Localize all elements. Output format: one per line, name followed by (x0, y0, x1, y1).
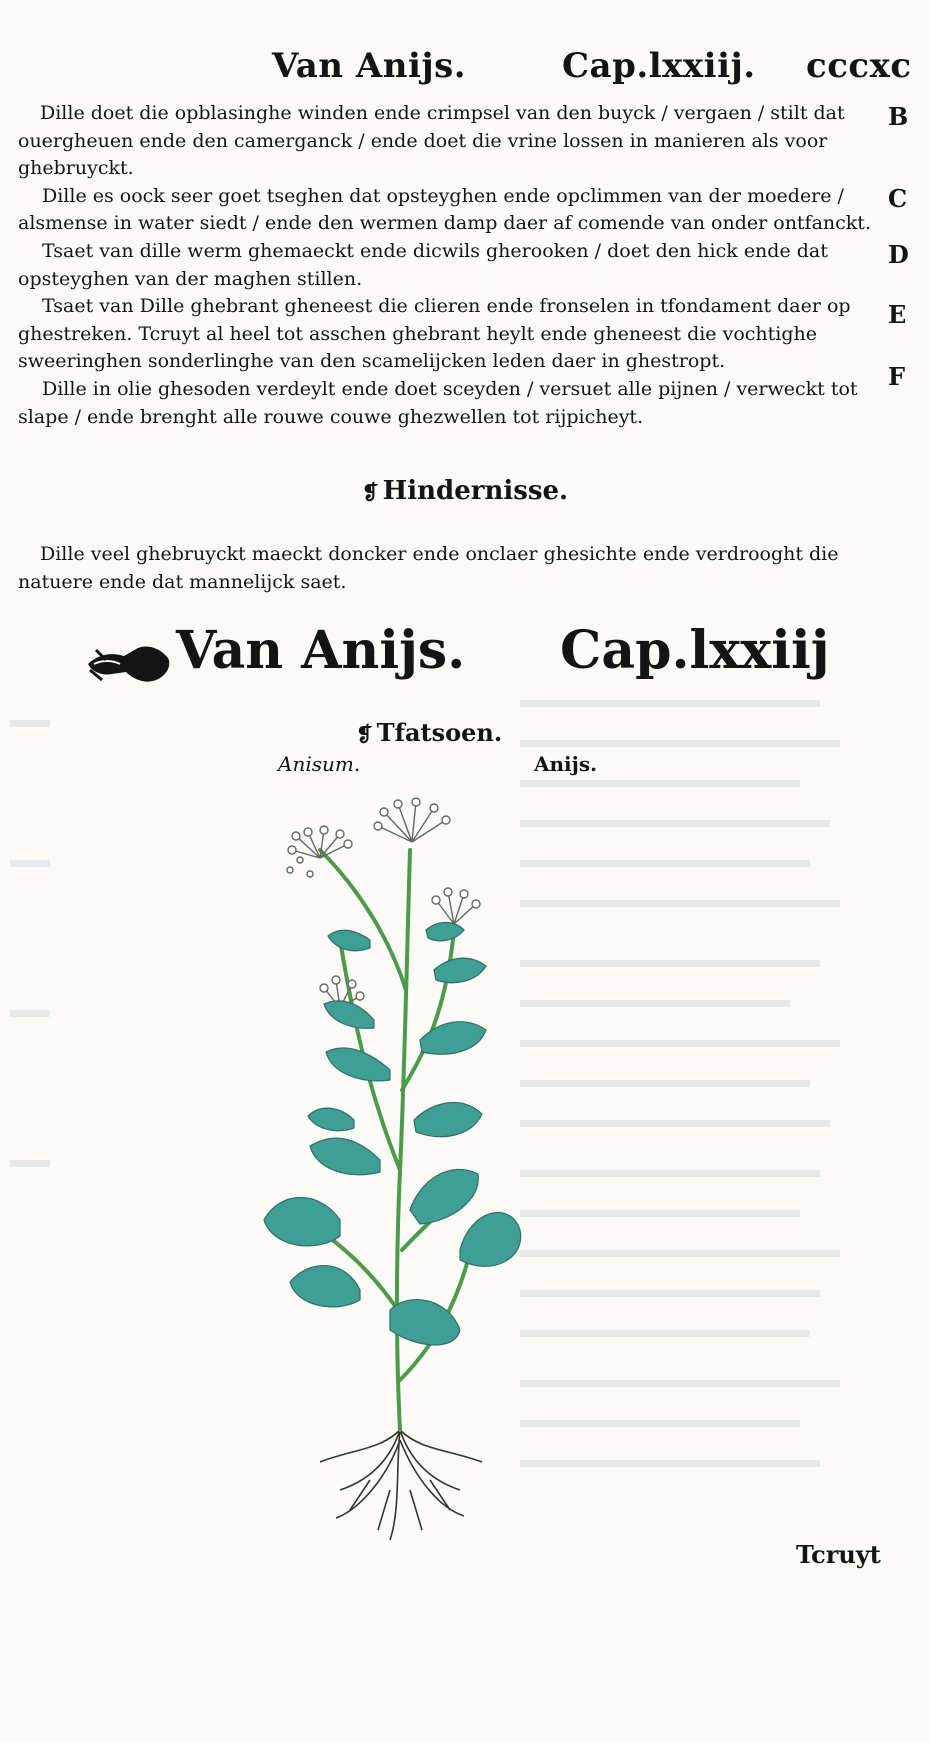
hindernisse-text (18, 540, 888, 596)
paragraph-mark-icon: ❡ (361, 480, 379, 504)
fatsoen-heading (356, 718, 502, 747)
body-text (18, 100, 888, 431)
paragraph: Tsaet van dille werm ghemaeckt ende dicwils gherooken / doet den hick ende dat opsteyghen van der maghen stillen. (18, 239, 828, 290)
paragraph: Dille veel ghebruyckt maeckt doncker ende onclaer ghesichte ende verdrooght die natuere ende dat mannelijck saet. (18, 543, 839, 593)
paragraph: Dille in olie ghesoden verdeylt ende doet sceyden / versuet alle pijnen / verweckt tot slape / ende brenght alle rouwe couwe ghezwellen tot rijpicheyt. (18, 377, 858, 428)
running-head (0, 46, 930, 96)
catchword: Tcruyt (796, 1540, 881, 1569)
hand-fleuron-icon (86, 640, 172, 686)
anise-plant-illustration (250, 790, 550, 1550)
roots (320, 1430, 482, 1540)
paragraph: Dille es oock seer goet tseghen dat opsteyghen ende opclimmen van der moedere / alsmense in water siedt / ende den wermen damp daer af comende van onder ontfanckt. (18, 184, 871, 235)
paragraph-mark-icon: ❡ (356, 722, 373, 746)
hindernisse-heading-text: Hindernisse. (382, 476, 569, 506)
margin-letter: D (888, 240, 909, 269)
running-head-chapter: Cap.lxxiij. (562, 46, 756, 86)
chapter-title-text: Van Anijs. (176, 620, 466, 681)
margin-letter: E (888, 300, 907, 329)
leaves (264, 923, 521, 1346)
paragraph: Dille doet die opblasinghe winden ende crimpsel van den buyck / vergaen / stilt dat ouergheuen ende den camerganck / ende doet die vrine lossen in manieren als voor ghebruyckt. (18, 102, 845, 180)
latin-plant-name: Anisum. (278, 752, 361, 776)
margin-letter: C (888, 184, 908, 213)
margin-letter: F (888, 362, 906, 391)
fatsoen-heading-text: Tfatsoen. (376, 718, 503, 747)
hindernisse-heading (0, 476, 930, 506)
running-head-title: Van Anijs. (272, 46, 467, 86)
chapter-number: Cap.lxxiij (560, 620, 830, 681)
margin-letter: B (888, 102, 909, 131)
paragraph: Tsaet van Dille ghebrant gheneest die clieren ende fronselen in tfondament daer op ghestreken. Tcruyt al heel tot asschen ghebrant heylt ende gheneest die vochtighe sweeringhen sonderlinghe van den scamelijcken leden daer in ghestropt. (18, 295, 851, 373)
chapter-title (0, 620, 930, 690)
folio-number: cccxc (806, 46, 912, 86)
dutch-plant-name: Anijs. (534, 752, 598, 776)
